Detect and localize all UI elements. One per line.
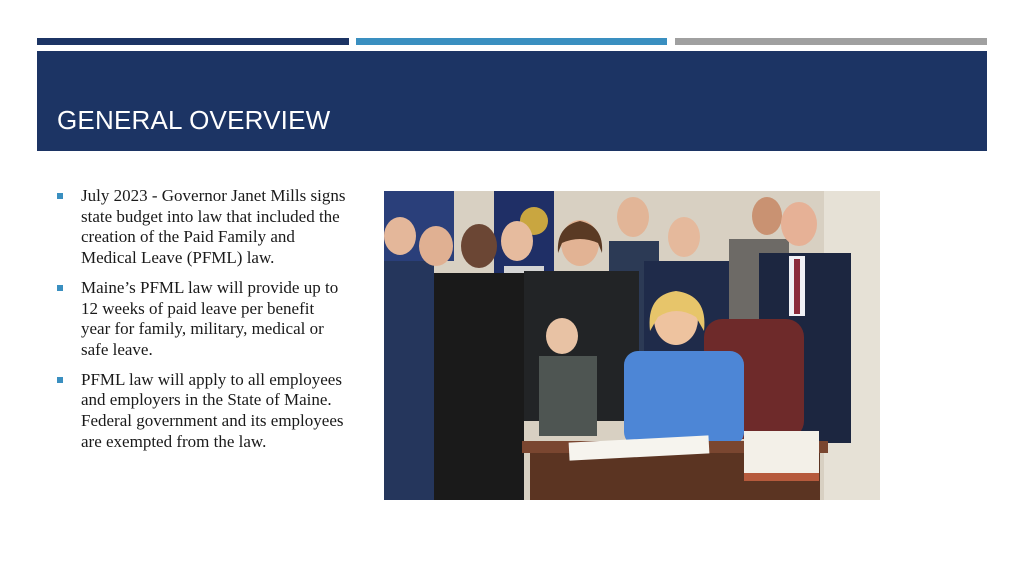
bullet-list [56, 186, 346, 461]
bullet-item [56, 370, 346, 453]
accent-bar-blue [356, 38, 667, 45]
slide-title: GENERAL OVERVIEW [57, 105, 331, 135]
bullet-text: Maine’s PFML law will provide up to 12 weeks of paid leave per benefit year for family, military, medical or safe leave. [81, 277, 339, 359]
bullet-square-icon [57, 285, 63, 291]
bullet-item [56, 186, 346, 269]
accent-bar-gray [675, 38, 987, 45]
bullet-text: July 2023 - Governor Janet Mills signs state budget into law that included the creation of the Paid Family and Medical Leave (PFML) law. [81, 186, 346, 268]
bullet-square-icon [57, 193, 63, 199]
bullet-square-icon [57, 377, 63, 383]
photo-illustration [384, 191, 880, 500]
accent-bar-navy [37, 38, 349, 45]
bullet-item [56, 278, 346, 361]
title-band [37, 51, 987, 151]
bill-signing-photo [384, 191, 880, 500]
bullet-text: PFML law will apply to all employees and employers in the State of Maine. Federal government and its employees are exempted from the law. [81, 369, 344, 451]
